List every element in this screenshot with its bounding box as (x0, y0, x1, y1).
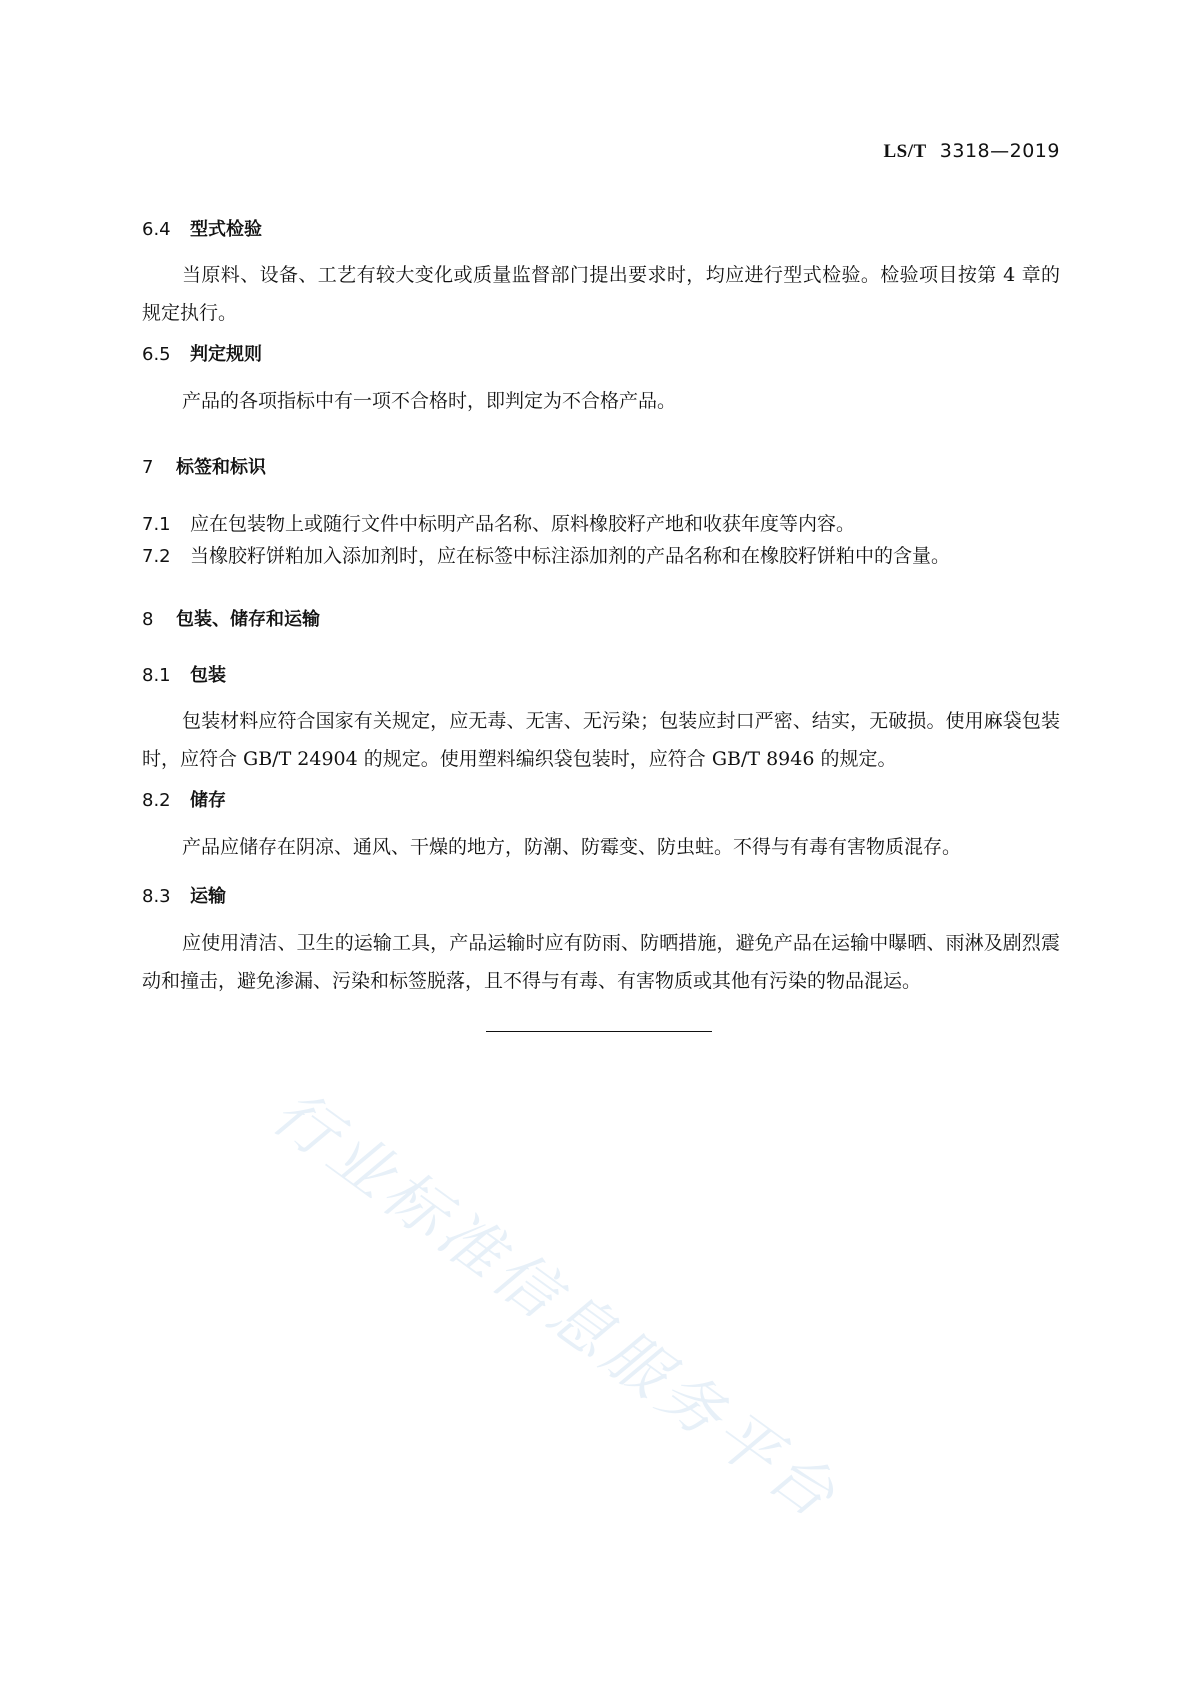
section-6-5-paragraph: 产品的各项指标中有一项不合格时，即判定为不合格产品。 (182, 390, 677, 412)
section-8-1-paragraph: 包装材料应符合国家有关规定，应无毒、无害、无污染；包装应封口严密、结实，无破损。使用麻袋包装时，应符合 GB/T 24904 的规定。使用塑料编织袋包装时，应符合 GB/T 8946 的规定。 (142, 710, 1060, 770)
chapter-8-heading (142, 605, 320, 631)
section-8-2-heading (142, 786, 226, 812)
section-6-5-heading (142, 340, 262, 366)
section-title: 运输 (190, 886, 226, 907)
section-title: 型式检验 (190, 219, 262, 240)
section-title: 判定规则 (190, 344, 262, 365)
section-title: 包装 (190, 665, 226, 686)
section-title: 储存 (190, 790, 226, 811)
section-number: 8.3 (142, 886, 171, 907)
clause-7-2 (142, 541, 950, 572)
section-number: 8.1 (142, 665, 171, 686)
clause-text: 当橡胶籽饼粕加入添加剂时，应在标签中标注添加剂的产品名称和在橡胶籽饼粕中的含量。 (190, 545, 951, 567)
section-number: 6.5 (142, 344, 171, 365)
section-8-2-paragraph: 产品应储存在阴凉、通风、干燥的地方，防潮、防霉变、防虫蛀。不得与有毒有害物质混存。 (182, 836, 962, 858)
section-8-3-heading (142, 882, 226, 908)
section-6-4-paragraph: 当原料、设备、工艺有较大变化或质量监督部门提出要求时，均应进行型式检验。检验项目按第 4 章的规定执行。 (142, 264, 1060, 324)
clause-text: 应在包装物上或随行文件中标明产品名称、原料橡胶籽产地和收获年度等内容。 (190, 513, 856, 535)
chapter-number: 8 (142, 609, 154, 630)
standard-number: 3318—2019 (939, 140, 1060, 162)
section-8-3-paragraph: 应使用清洁、卫生的运输工具，产品运输时应有防雨、防晒措施，避免产品在运输中曝晒、雨淋及剧烈震动和撞击，避免渗漏、污染和标签脱落，且不得与有毒、有害物质或其他有污染的物品混运。 (142, 932, 1060, 992)
chapter-title: 标签和标识 (176, 457, 266, 478)
clause-7-1 (142, 509, 855, 540)
clause-number: 7.2 (142, 546, 171, 567)
end-of-document-rule (486, 1031, 712, 1032)
chapter-title: 包装、储存和运输 (176, 609, 320, 630)
section-6-4-heading (142, 215, 262, 241)
section-number: 8.2 (142, 790, 171, 811)
page-header (883, 140, 1060, 163)
chapter-7-heading (142, 453, 266, 479)
standard-code: LS/T (883, 141, 927, 162)
watermark: 行业标准信息服务平台 (259, 1075, 853, 1535)
section-8-1-heading (142, 661, 226, 687)
chapter-number: 7 (142, 457, 154, 478)
clause-number: 7.1 (142, 514, 171, 535)
section-number: 6.4 (142, 219, 171, 240)
